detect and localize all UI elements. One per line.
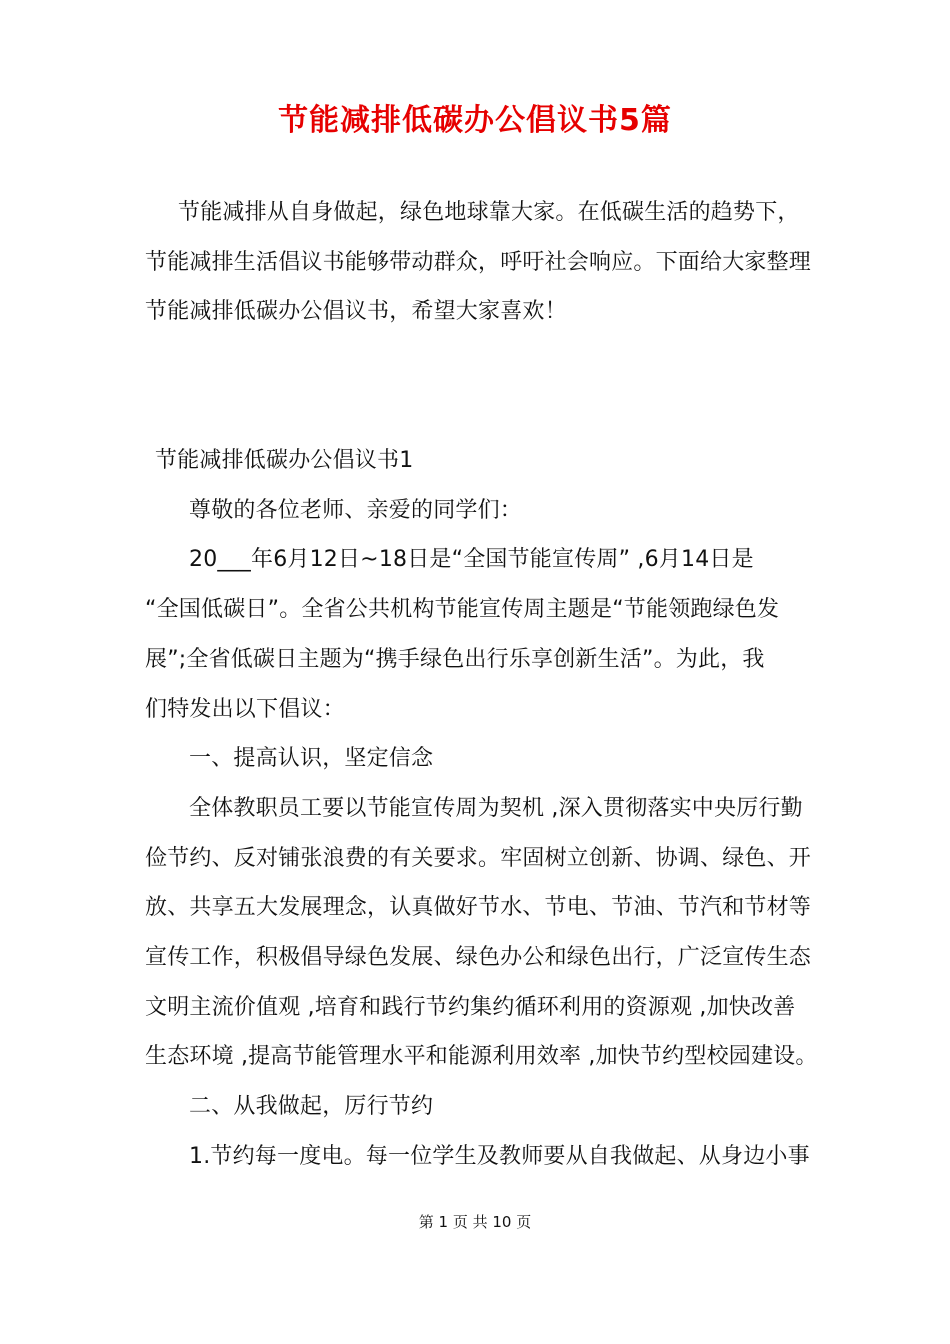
para2-line-4: 宣传工作，积极倡导绿色发展、绿色办公和绿色出行，广泛宣传生态 [145,945,812,970]
heading-2: 二、从我做起，厉行节约 [189,1094,434,1119]
para1-line-2: “全国低碳日”。全省公共机构节能宣传周主题是“节能领跑绿色发 [145,597,780,622]
page-footer: 第 1 页 共 10 页 [418,1213,532,1231]
para2-line-1: 全体教职员工要以节能宣传周为契机 ,深入贯彻落实中央厉行勤 [189,796,803,821]
para3-line-1: 1.节约每一度电。每一位学生及教师要从自我做起、从身边小事 [189,1144,810,1169]
para1-line-3: 展”;全省低碳日主题为“携手绿色出行乐享创新生活”。为此，我 [145,647,765,672]
para1-line-1: 20___年6月12日~18日是“全国节能宣传周” ,6月14日是 [189,547,754,572]
intro-line-3: 节能减排低碳办公倡议书，希望大家喜欢！ [145,299,567,324]
para2-line-5: 文明主流价值观 ,培育和践行节约集约循环利用的资源观 ,加快改善 [145,995,796,1020]
salutation: 尊敬的各位老师、亲爱的同学们： [189,498,523,523]
intro-line-2: 节能减排生活倡议书能够带动群众，呼吁社会响应。下面给大家整理 [145,250,812,275]
section-heading: 节能减排低碳办公倡议书1 [155,448,414,473]
para2-line-3: 放、共享五大发展理念，认真做好节水、节电、节油、节汽和节材等 [145,895,812,920]
intro-line-1: 节能减排从自身做起，绿色地球靠大家。在低碳生活的趋势下， [178,200,800,225]
document-title: 节能减排低碳办公倡议书5篇 [278,103,672,138]
para2-line-2: 俭节约、反对铺张浪费的有关要求。牢固树立创新、协调、绿色、开 [145,846,812,871]
para1-line-4: 们特发出以下倡议： [145,697,345,722]
para2-line-6: 生态环境 ,提高节能管理水平和能源利用效率 ,加快节约型校园建设。 [145,1044,818,1069]
heading-1: 一、提高认识，坚定信念 [189,746,434,771]
